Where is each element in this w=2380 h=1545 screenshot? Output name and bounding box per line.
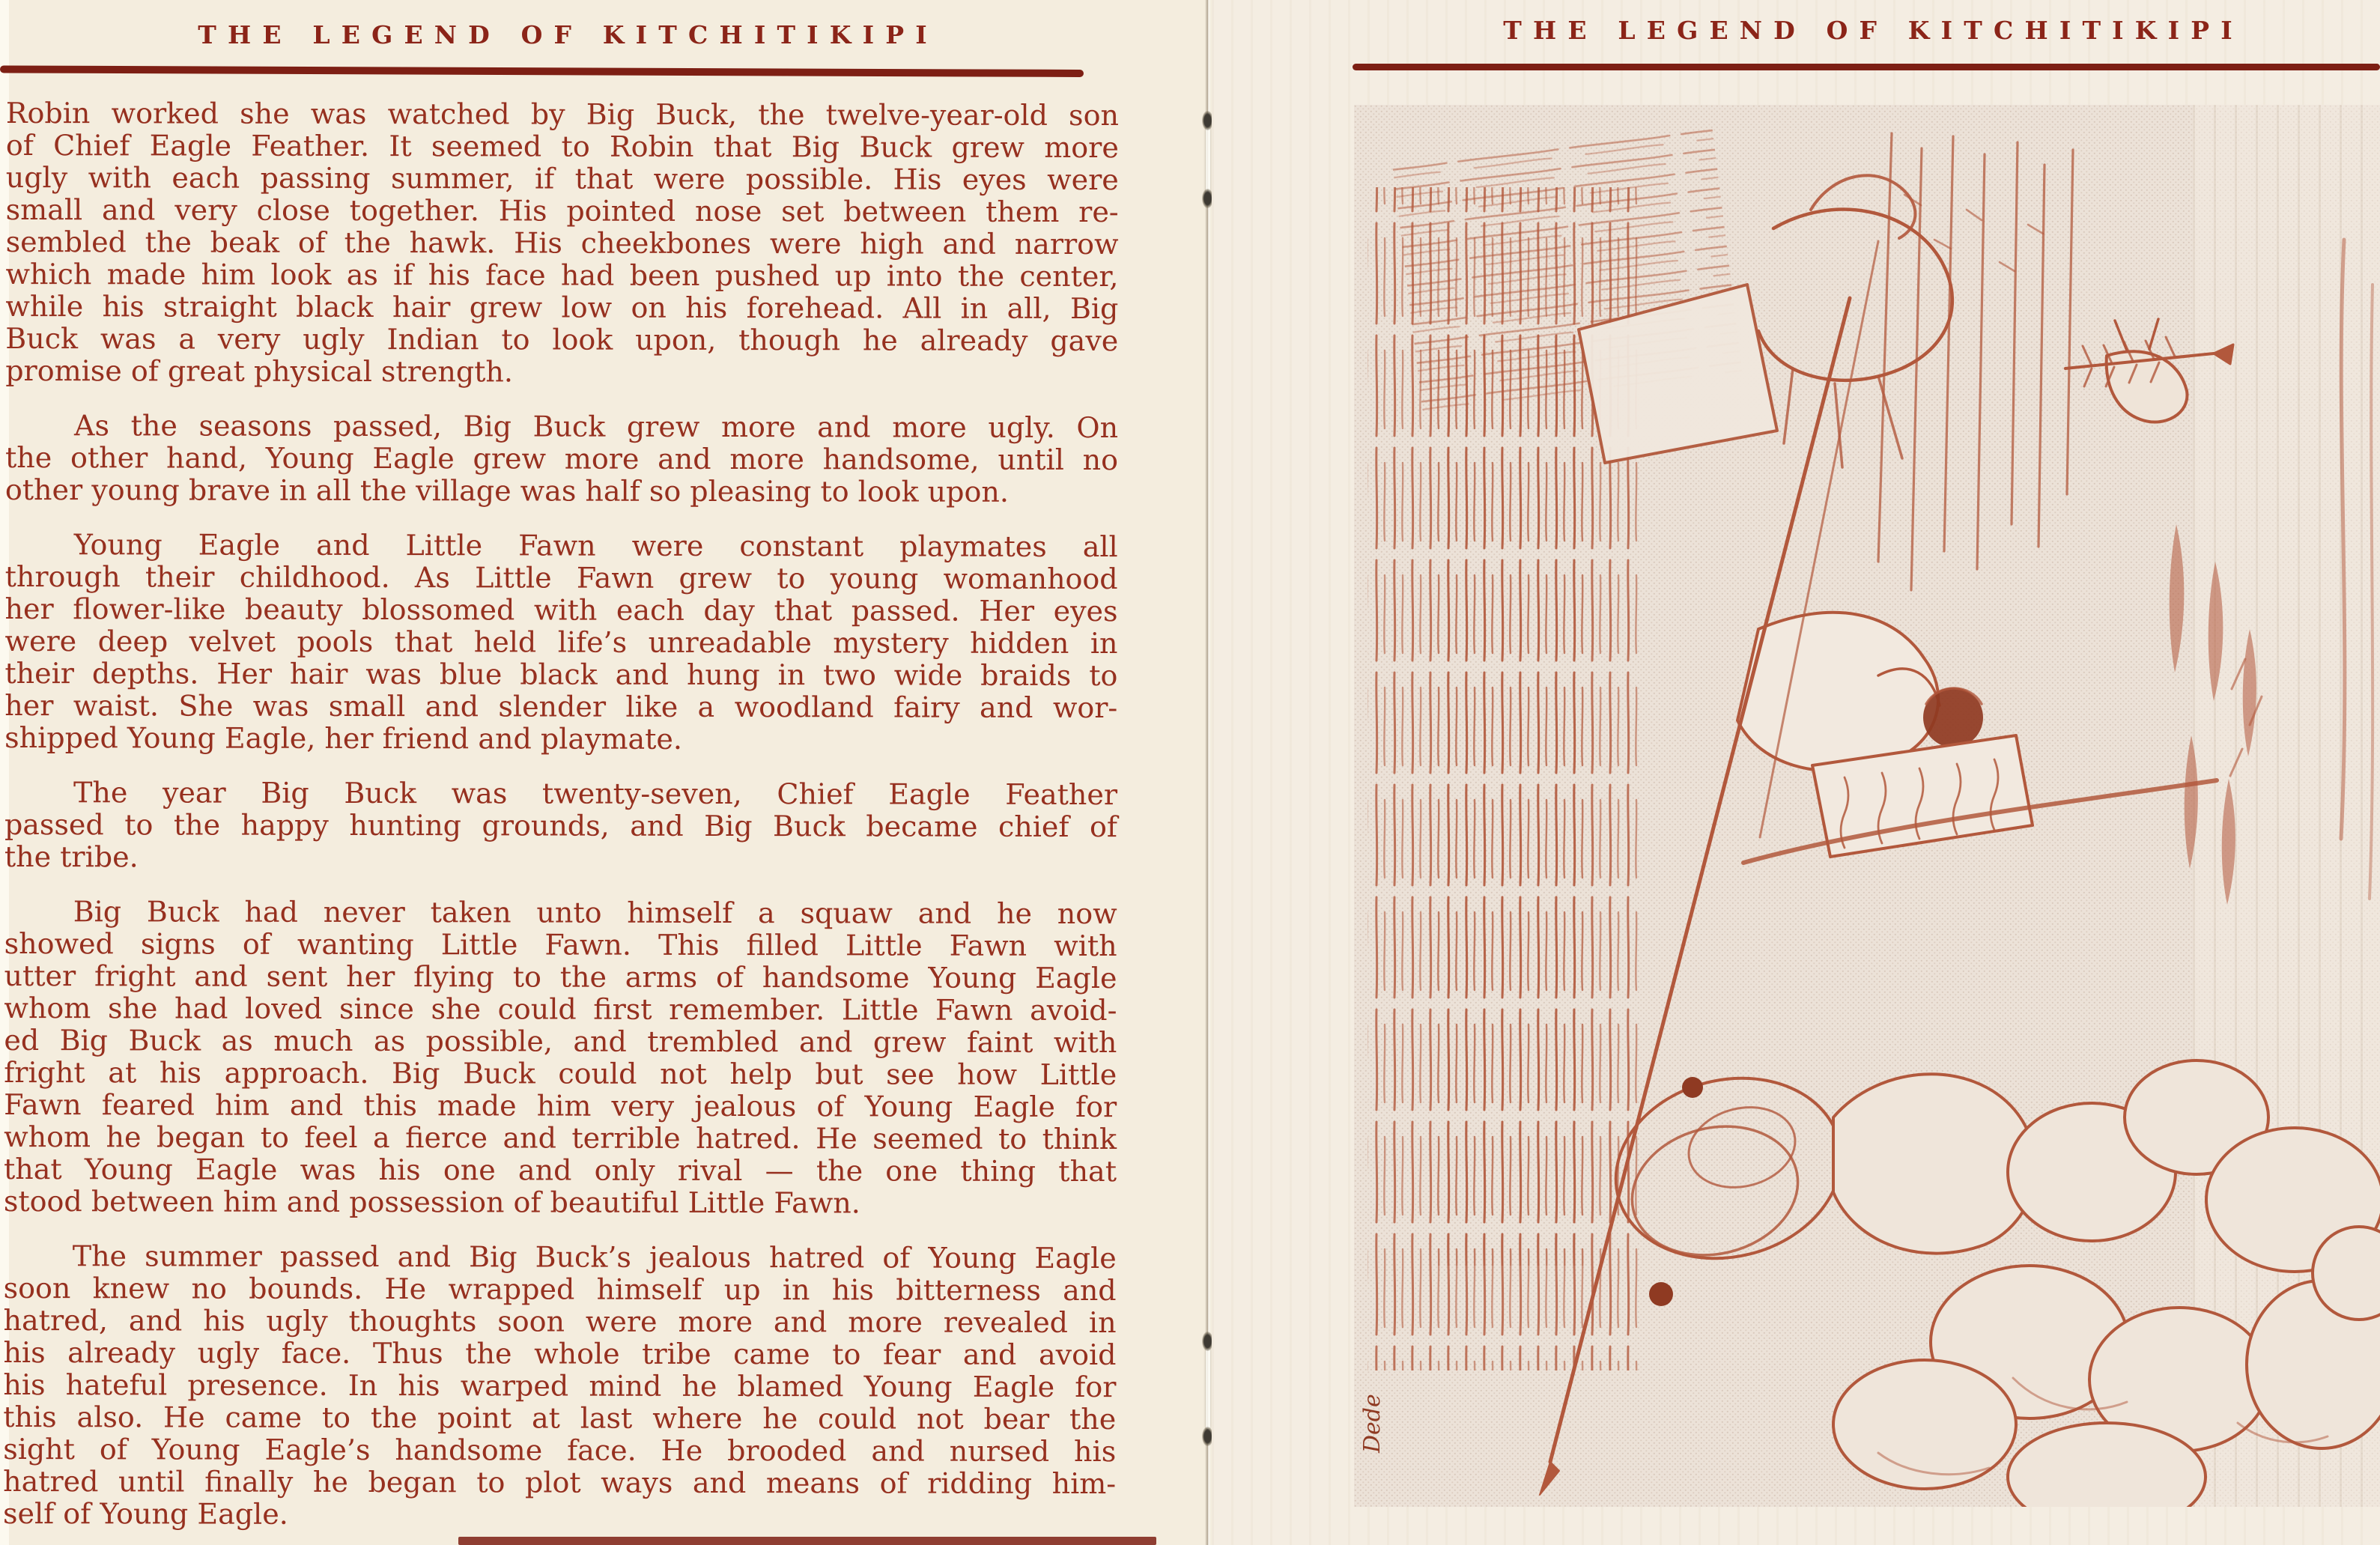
text-line: this also. He came to the point at last where he could not bear the	[3, 1400, 1117, 1436]
text-line: promise of great physical strength.	[5, 353, 514, 389]
text-line: Robin worked she was watched by Big Buck, the twelve-year-old son	[5, 97, 1119, 133]
text-line: the tribe.	[4, 840, 139, 874]
text-line: his already ugly face. Thus the whole tribe came to fear and avoid	[3, 1335, 1117, 1372]
text-line: were deep velvet pools that held life’s unreadable mystery hidden in	[4, 624, 1118, 661]
body-text	[3, 97, 1119, 1532]
bottom-page-edge-strip	[458, 1537, 1156, 1545]
text-line: the other hand, Young Eagle grew more and more handsome, until no	[4, 440, 1119, 477]
text-line: fright at his approach. Big Buck could not help but see how Little	[4, 1055, 1117, 1092]
text-line: small and very close together. His pointed nose set between them re-	[5, 192, 1119, 229]
text-line: sembled the beak of the hawk. His cheekbones were high and narrow	[5, 225, 1119, 261]
text-line: her waist. She was small and slender like a woodland fairy and wor-	[4, 688, 1118, 725]
text-line: their depths. Her hair was blue black and hung in two wide braids to	[4, 656, 1118, 693]
text-line: The summer passed and Big Buck’s jealous hatred of Young Eagle	[72, 1239, 1117, 1275]
text-line: As the seasons passed, Big Buck grew more and more ugly. On	[74, 409, 1119, 445]
text-line: other young brave in all the village was half so pleasing to look upon.	[4, 473, 1009, 509]
paragraph	[4, 896, 1117, 1220]
text-line: ugly with each passing summer, if that were possible. His eyes were	[5, 160, 1119, 197]
text-line: that Young Eagle was his one and only rival — the one thing that	[3, 1152, 1117, 1189]
left-header-rule	[0, 65, 1084, 77]
text-line: Fawn feared him and this made him very jealous of Young Eagle for	[4, 1087, 1117, 1124]
text-line: The year Big Buck was twenty-seven, Chief Eagle Feather	[73, 776, 1118, 812]
text-line: utter fright and sent her flying to the arms of handsome Young Eagle	[4, 959, 1117, 995]
text-line: sight of Young Eagle’s handsome face. He brooded and nursed his	[3, 1432, 1117, 1469]
paragraph	[5, 410, 1118, 509]
paragraph	[5, 97, 1119, 389]
text-line: whom he began to feel a fierce and terrible hatred. He seemed to think	[4, 1120, 1117, 1156]
text-line: whom she had loved since she could first remember. Little Fawn avoid-	[4, 991, 1117, 1028]
text-line: shipped Young Eagle, her friend and playmate.	[4, 720, 683, 756]
paragraph	[3, 1240, 1117, 1532]
text-line: hatred, and his ugly thoughts soon were more and more revealed in	[3, 1303, 1117, 1340]
legend-illustration	[1354, 105, 2380, 1507]
text-line: while his straight black hair grew low on his forehead. All in all, Big	[5, 289, 1119, 326]
text-line: his hateful presence. In his warped mind he blamed Young Eagle for	[3, 1368, 1117, 1404]
binding-thread	[1206, 127, 1210, 196]
text-line: soon knew no bounds. He wrapped himself up in his bitterness and	[3, 1271, 1117, 1308]
text-line: which made him look as if his face had been pushed up into the center,	[5, 257, 1119, 294]
text-line: passed to the happy hunting grounds, and Big Buck became chief of	[4, 807, 1118, 844]
artist-signature: Dede	[1359, 1394, 1385, 1453]
paragraph	[4, 777, 1117, 875]
text-line: ed Big Buck as much as possible, and trembled and grew faint with	[4, 1023, 1117, 1060]
text-line: through their childhood. As Little Fawn grew to young womanhood	[4, 559, 1118, 596]
text-line: stood between him and possession of beautiful Little Fawn.	[3, 1184, 860, 1220]
text-line: her flower-like beauty blossomed with each day that passed. Her eyes	[4, 592, 1118, 628]
text-line: Buck was a very ugly Indian to look upon, though he already gave	[5, 321, 1119, 358]
binding-thread	[1206, 1348, 1210, 1429]
text-line: Young Eagle and Little Fawn were constant playmates all	[73, 528, 1118, 564]
text-line: hatred until finally he began to plot ways and means of ridding him-	[3, 1464, 1117, 1501]
text-line: Big Buck had never taken unto himself a squaw and he now	[73, 895, 1117, 931]
left-running-head: THE LEGEND OF KITCHITIKIPI	[198, 19, 938, 49]
text-line: showed signs of wanting Little Fawn. This filled Little Fawn with	[4, 926, 1117, 963]
text-line: self of Young Eagle.	[2, 1496, 288, 1531]
right-header-rule	[1353, 64, 2380, 70]
gutter-fold	[1205, 0, 1211, 1545]
right-running-head: THE LEGEND OF KITCHITIKIPI	[1503, 15, 2244, 45]
paragraph	[4, 529, 1118, 756]
text-line: of Chief Eagle Feather. It seemed to Robin that Big Buck grew more	[5, 128, 1119, 165]
